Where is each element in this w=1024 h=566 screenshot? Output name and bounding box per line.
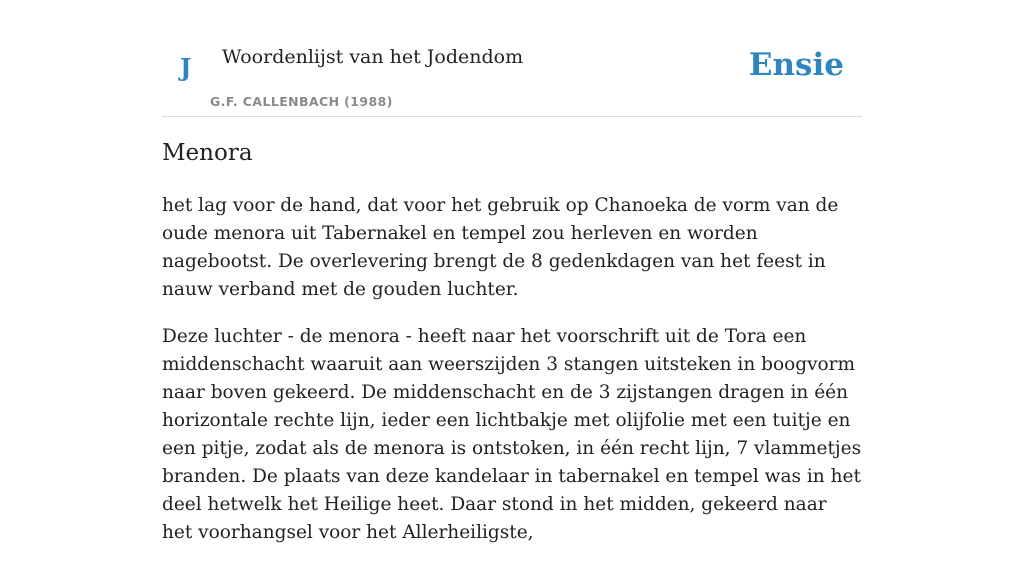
entry-paragraph: Deze luchter - de menora - heeft naar het voorschrift uit de Tora een middenschacht waaruit aan weerszijden 3 stangen uitsteken in boogvorm naar boven gekeerd. De middenschacht en de 3 zijstangen dragen in één horizontale rechte lijn, ieder een lichtbakje met olijfolie met een tuitje en een pitje, zodat als de menora is ontstoken, in één recht lijn, 7 vlammetjes branden. De plaats van deze kandelaar in tabernakel en tempel was in het deel hetwelk het Heilige heet. Daar stond in het midden, gekeerd naar het voorhangsel voor het Allerheiligste, [162, 326, 862, 543]
entry-paragraph: het lag voor de hand, dat voor het gebruik op Chanoeka de vorm van de oude menora uit Tabernakel en tempel zou herleven en worden nagebootst. De overlevering brengt de 8 gedenkdagen van het feest in nauw verband met de gouden luchter. [162, 195, 839, 300]
entry-title: Menora [162, 140, 253, 166]
book-logo-letter: J [180, 53, 192, 82]
entry-content [162, 192, 862, 566]
ensie-logo-link[interactable]: Ensie [748, 47, 844, 83]
book-title[interactable]: Woordenlijst van het Jodendom [222, 46, 524, 68]
page-header [162, 0, 862, 117]
book-author: G.F. CALLENBACH (1988) [210, 94, 393, 109]
